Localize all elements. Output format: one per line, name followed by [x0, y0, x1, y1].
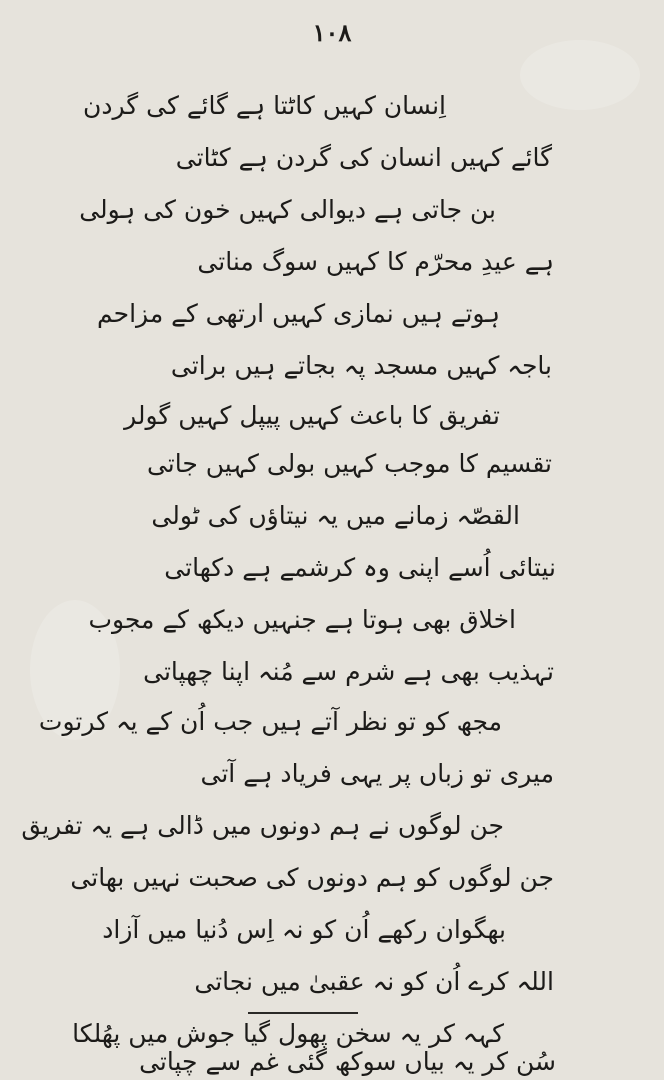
verse-line: تہذیب بھی ہے شرم سے مُنہ اپنا چھپاتی: [143, 657, 554, 686]
underline-mark: [248, 1012, 358, 1014]
verse-line: تقسیم کا موجب کہیں بولی کہیں جاتی: [146, 449, 552, 478]
verse-line: کہہ کر یہ سخن پھول گیا جوش میں پھُلکا: [72, 1019, 504, 1048]
verse-line: مجھ کو تو نظر آتے ہیں جب اُن کے یہ کرتوت: [38, 707, 502, 736]
verse-line: سُن کر یہ بیاں سوکھ گئی غم سے چپاتی: [139, 1047, 556, 1076]
verse-line: میری تو زباں پر یہی فریاد ہے آتی: [200, 759, 554, 788]
verse-line: نیتائی اُسے اپنی وہ کرشمے ہے دکھاتی: [164, 553, 556, 582]
verse-line: جن لوگوں نے ہم دونوں میں ڈالی ہے یہ تفریق: [21, 811, 504, 840]
verse-line: ہوتے ہیں نمازی کہیں ارتھی کے مزاحم: [97, 299, 500, 328]
verse-line: اللہ کرے اُن کو نہ عقبیٰ میں نجاتی: [194, 967, 554, 996]
paper-stain: [520, 40, 640, 110]
verse-line: گائے کہیں انسان کی گردن ہے کٹاتی: [175, 143, 552, 172]
verse-line: اِنسان کہیں کاٹتا ہے گائے کی گردن: [83, 91, 446, 120]
verse-line: بن جاتی ہے دیوالی کہیں خون کی ہولی: [79, 195, 496, 224]
verse-line: ہے عیدِ محرّم کا کہیں سوگ مناتی: [197, 247, 554, 276]
verse-line: تفریق کا باعث کہیں پیپل کہیں گولر: [124, 401, 500, 430]
verse-line: القصّہ زمانے میں یہ نیتاؤں کی ٹولی: [151, 501, 520, 530]
verse-line: بھگوان رکھے اُن کو نہ اِس دُنیا میں آزاد: [102, 915, 506, 944]
verse-line: اخلاق بھی ہوتا ہے جنہیں دیکھ کے مجوب: [88, 605, 516, 634]
verse-line: باجہ کہیں مسجد پہ بجاتے ہیں براتی: [170, 351, 552, 380]
page-number: ۱۰۸: [312, 18, 352, 47]
verse-line: جن لوگوں کو ہم دونوں کی صحبت نہیں بھاتی: [70, 863, 554, 892]
